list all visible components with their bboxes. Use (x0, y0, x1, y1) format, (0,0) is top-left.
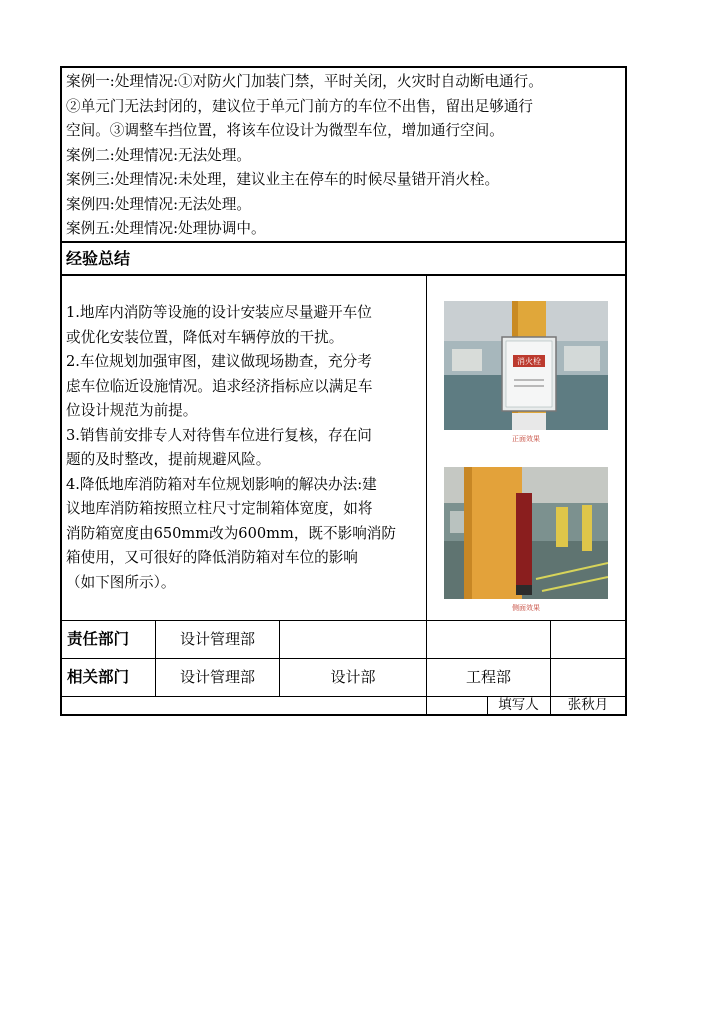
summary-line: 3.销售前安排专人对待售车位进行复核，存在问 (66, 426, 372, 444)
filler-name: 张秋月 (567, 697, 609, 713)
summary-line: 2.车位规划加强审图，建议做现场勘查，充分考 (66, 353, 372, 370)
related-dept-2: 设计部 (330, 668, 376, 686)
case-line: 案例四:处理情况:无法处理。 (66, 195, 251, 213)
summary-line: 箱使用，又可很好的降低消防箱对车位的影响 (66, 549, 358, 566)
divider (62, 274, 625, 276)
summary-block (66, 301, 426, 595)
front-view-photo (444, 301, 608, 430)
case-line: 案例一:处理情况:①对防火门加装门禁，平时关闭，火灾时自动断电通行。 (66, 73, 543, 90)
summary-line: （如下图所示）。 (66, 573, 176, 591)
divider (487, 696, 488, 715)
side-view-photo (444, 467, 608, 599)
summary-title: 经验总结 (66, 249, 131, 268)
box-label: 消火栓 (517, 357, 541, 366)
case-line: 案例五:处理情况:处理协调中。 (66, 220, 266, 237)
related-label: 相关部门 (67, 668, 130, 686)
filler-label: 填写人 (498, 697, 539, 713)
related-dept-1: 设计管理部 (179, 668, 255, 686)
cases-block (66, 70, 626, 242)
report-table (60, 66, 627, 716)
front-view-caption: 正面效果 (512, 435, 540, 443)
summary-line: 议地库消防箱按照立柱尺寸定制箱体宽度，如将 (66, 500, 373, 517)
summary-line: 4.降低地库消防箱对车位规划影响的解决办法:建 (66, 475, 377, 493)
responsible-dept: 设计管理部 (179, 630, 255, 648)
case-line: 空间。③调整车挡位置，将该车位设计为微型车位，增加通行空间。 (66, 122, 504, 139)
related-dept-3: 工程部 (465, 668, 511, 686)
divider (426, 274, 427, 620)
summary-line: 或优化安装位置，降低对车辆停放的干扰。 (66, 328, 344, 346)
side-view-caption: 侧面效果 (512, 604, 540, 612)
case-line: 案例二:处理情况:无法处理。 (66, 146, 251, 164)
responsible-label: 责任部门 (67, 630, 130, 648)
summary-line: 虑车位临近设施情况。追求经济指标应以满足车 (66, 377, 373, 395)
summary-line: 位设计规范为前提。 (66, 402, 198, 419)
summary-line: 1.地库内消防等设施的设计安装应尽量避开车位 (66, 304, 372, 321)
summary-line: 题的及时整改，提前规避风险。 (66, 451, 271, 468)
case-line: 案例三:处理情况:未处理，建议业主在停车的时候尽量错开消火栓。 (66, 171, 500, 188)
divider (62, 620, 625, 621)
case-line: ②单元门无法封闭的，建议位于单元门前方的车位不出售，留出足够通行 (66, 97, 534, 115)
divider (62, 241, 625, 243)
summary-line: 消防箱宽度由650mm改为600mm，既不影响消防 (66, 524, 396, 542)
